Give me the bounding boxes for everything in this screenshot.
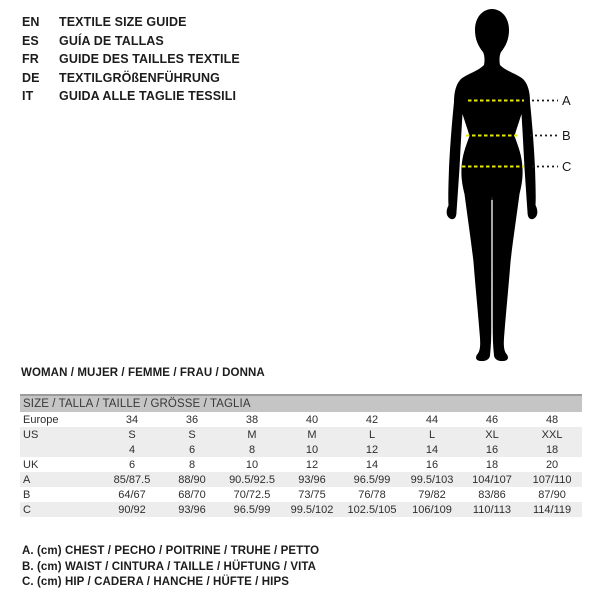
table-cell: 76/78 xyxy=(358,488,386,501)
table-cell: 83/86 xyxy=(478,488,506,501)
measure-label-a: A xyxy=(562,93,571,108)
table-cell: 104/107 xyxy=(462,472,522,487)
language-row-it xyxy=(22,87,240,106)
legend-line-waist: B. (cm) WAIST / CINTURA / TAILLE / HÜFTUNG / VITA xyxy=(22,560,317,573)
table-cell: 14 xyxy=(402,442,462,457)
table-cell: 48 xyxy=(545,413,559,426)
table-cell: 38 xyxy=(245,413,259,426)
table-cell: 93/96 xyxy=(162,502,222,517)
table-cell: 44 xyxy=(425,413,439,426)
row-label: Europe xyxy=(23,413,59,426)
table-cell: 87/90 xyxy=(538,488,566,501)
section-title: WOMAN / MUJER / FEMME / FRAU / DONNA xyxy=(21,367,265,379)
row-label xyxy=(20,442,102,457)
row-us-number xyxy=(20,442,582,457)
legend-line-hip: C. (cm) HIP / CADERA / HANCHE / HÜFTE / HIPS xyxy=(22,576,290,588)
row-europe xyxy=(20,412,582,427)
table-cell: 6 xyxy=(128,458,136,471)
row-waist-b xyxy=(20,487,582,502)
table-cell: 107/110 xyxy=(522,472,582,487)
table-cell: 34 xyxy=(125,413,139,426)
row-label: A xyxy=(20,472,102,487)
table-cell: 10 xyxy=(282,442,342,457)
language-code: IT xyxy=(22,89,34,103)
table-cell: 99.5/102 xyxy=(282,502,342,517)
row-uk xyxy=(20,457,582,472)
table-cell: L xyxy=(402,427,462,442)
table-cell: 8 xyxy=(188,458,196,471)
language-row-fr xyxy=(22,50,240,69)
row-label: C xyxy=(20,502,102,517)
measure-label-b: B xyxy=(562,128,571,143)
table-cell: 102.5/105 xyxy=(342,502,402,517)
measurement-legend xyxy=(22,544,319,591)
table-cell: 18 xyxy=(485,458,499,471)
table-cell: 10 xyxy=(245,458,259,471)
table-cell: 4 xyxy=(102,442,162,457)
size-table xyxy=(20,394,582,517)
table-cell: 106/109 xyxy=(402,502,462,517)
table-cell: M xyxy=(282,427,342,442)
language-title: TEXTILGRÖßENFÜHRUNG xyxy=(59,70,220,85)
language-code: EN xyxy=(22,15,40,29)
language-title: GUÍA DE TALLAS xyxy=(59,33,164,48)
table-cell: 64/67 xyxy=(118,488,146,501)
table-cell: 36 xyxy=(185,413,199,426)
table-header-row xyxy=(20,395,582,412)
table-cell: 96.5/99 xyxy=(342,472,402,487)
table-cell: 96.5/99 xyxy=(222,502,282,517)
table-cell: 46 xyxy=(485,413,499,426)
table-cell: 18 xyxy=(522,442,582,457)
table-cell: 16 xyxy=(425,458,439,471)
language-code: DE xyxy=(22,70,40,85)
language-code: ES xyxy=(22,33,39,48)
legend-line-chest: A. (cm) CHEST / PECHO / POITRINE / TRUHE / PETTO xyxy=(22,545,320,557)
table-cell: 93/96 xyxy=(282,472,342,487)
table-cell: 12 xyxy=(305,458,319,471)
table-cell: 85/87.5 xyxy=(102,472,162,487)
table-cell: 12 xyxy=(342,442,402,457)
table-cell: XL xyxy=(462,427,522,442)
row-label: B xyxy=(23,488,31,501)
table-cell: 70/72.5 xyxy=(233,488,271,501)
row-label: UK xyxy=(23,458,39,471)
language-row-de xyxy=(22,69,240,88)
row-hip-c xyxy=(20,502,582,517)
language-code: FR xyxy=(22,52,39,66)
table-cell: 99.5/103 xyxy=(402,472,462,487)
woman-silhouette-svg xyxy=(420,0,600,370)
language-title: GUIDE DES TAILLES TEXTILE xyxy=(59,52,240,66)
table-cell: 40 xyxy=(305,413,319,426)
table-cell: 114/119 xyxy=(522,502,582,517)
measure-label-c: C xyxy=(562,159,572,174)
table-cell: 73/75 xyxy=(298,488,326,501)
language-title: GUIDA ALLE TAGLIE TESSILI xyxy=(59,89,237,103)
row-chest-a xyxy=(20,472,582,487)
table-cell: XXL xyxy=(522,427,582,442)
table-cell: 16 xyxy=(462,442,522,457)
table-cell: 90/92 xyxy=(102,502,162,517)
table-cell: 110/113 xyxy=(462,502,522,517)
language-row-en xyxy=(22,13,240,32)
measurement-figure xyxy=(420,0,600,370)
language-row-es xyxy=(22,32,240,51)
table-cell: 20 xyxy=(545,458,559,471)
table-cell: 79/82 xyxy=(418,488,446,501)
row-label: US xyxy=(20,427,102,442)
language-list xyxy=(22,13,240,106)
table-cell: S xyxy=(102,427,162,442)
table-cell: L xyxy=(342,427,402,442)
table-cell: 88/90 xyxy=(162,472,222,487)
table-cell: 42 xyxy=(365,413,379,426)
table-cell: 90.5/92.5 xyxy=(222,472,282,487)
table-cell: S xyxy=(162,427,222,442)
table-cell: M xyxy=(222,427,282,442)
language-title: TEXTILE SIZE GUIDE xyxy=(59,15,187,29)
table-cell: 68/70 xyxy=(178,488,206,501)
table-cell: 6 xyxy=(162,442,222,457)
row-us-letter xyxy=(20,427,582,442)
table-cell: 14 xyxy=(365,458,379,471)
table-cell: 8 xyxy=(222,442,282,457)
table-header: SIZE / TALLA / TAILLE / GRÖSSE / TAGLIA xyxy=(20,395,582,412)
